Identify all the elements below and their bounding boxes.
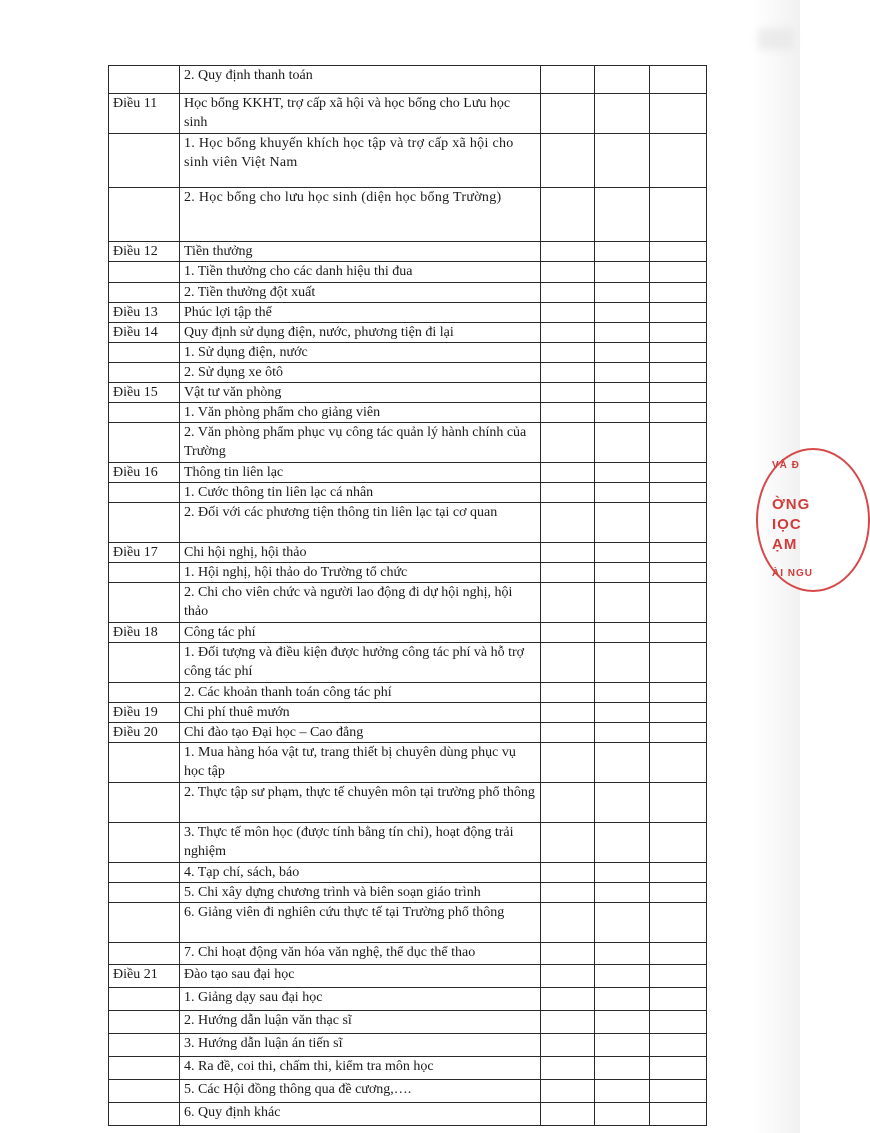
table-row xyxy=(109,703,707,723)
table-row xyxy=(109,1011,707,1034)
empty-cell xyxy=(650,563,707,583)
empty-cell xyxy=(541,583,595,623)
empty-cell xyxy=(595,423,650,463)
empty-cell xyxy=(650,323,707,343)
empty-cell xyxy=(595,743,650,783)
table-row xyxy=(109,988,707,1011)
article-number-cell xyxy=(109,643,180,683)
empty-cell xyxy=(650,863,707,883)
seal-text-1: VÀ Đ xyxy=(772,460,800,471)
content-cell: 5. Chi xây dựng chương trình và biên soạn giáo trình xyxy=(180,883,541,903)
empty-cell xyxy=(650,783,707,823)
content-cell: Công tác phí xyxy=(180,623,541,643)
content-cell: Quy định sử dụng điện, nước, phương tiện đi lại xyxy=(180,323,541,343)
content-cell: Vật tư văn phòng xyxy=(180,383,541,403)
empty-cell xyxy=(541,403,595,423)
empty-cell xyxy=(650,1103,707,1126)
empty-cell xyxy=(650,1011,707,1034)
table-row xyxy=(109,94,707,134)
empty-cell xyxy=(650,583,707,623)
empty-cell xyxy=(595,134,650,188)
article-number-cell: Điều 21 xyxy=(109,965,180,988)
empty-cell xyxy=(595,863,650,883)
content-cell: 3. Hướng dẫn luận án tiến sĩ xyxy=(180,1034,541,1057)
article-number-cell xyxy=(109,188,180,242)
article-number-cell xyxy=(109,583,180,623)
empty-cell xyxy=(595,383,650,403)
article-number-cell xyxy=(109,1034,180,1057)
empty-cell xyxy=(541,643,595,683)
empty-cell xyxy=(650,94,707,134)
article-number-cell: Điều 11 xyxy=(109,94,180,134)
empty-cell xyxy=(650,242,707,262)
article-number-cell xyxy=(109,134,180,188)
article-number-cell xyxy=(109,783,180,823)
empty-cell xyxy=(595,1011,650,1034)
empty-cell xyxy=(541,883,595,903)
article-number-cell: Điều 18 xyxy=(109,623,180,643)
empty-cell xyxy=(595,1103,650,1126)
table-row xyxy=(109,1103,707,1126)
empty-cell xyxy=(650,303,707,323)
content-cell: 4. Ra đề, coi thi, chấm thi, kiểm tra môn học xyxy=(180,1057,541,1080)
content-cell: 7. Chi hoạt động văn hóa văn nghệ, thể dục thể thao xyxy=(180,943,541,965)
table-row xyxy=(109,323,707,343)
article-number-cell xyxy=(109,863,180,883)
empty-cell xyxy=(541,483,595,503)
empty-cell xyxy=(541,66,595,94)
empty-cell xyxy=(595,643,650,683)
empty-cell xyxy=(595,323,650,343)
article-number-cell xyxy=(109,1103,180,1126)
seal-text-4: ẠM xyxy=(772,536,798,553)
content-cell: 2. Các khoản thanh toán công tác phí xyxy=(180,683,541,703)
table-row xyxy=(109,363,707,383)
content-cell: 1. Đối tượng và điều kiện được hưởng công tác phí và hỗ trợ công tác phí xyxy=(180,643,541,683)
empty-cell xyxy=(541,363,595,383)
empty-cell xyxy=(595,403,650,423)
table-row xyxy=(109,683,707,703)
empty-cell xyxy=(541,823,595,863)
empty-cell xyxy=(541,965,595,988)
article-number-cell: Điều 12 xyxy=(109,242,180,262)
content-cell: Tiền thưởng xyxy=(180,242,541,262)
article-number-cell xyxy=(109,423,180,463)
empty-cell xyxy=(541,1034,595,1057)
table-row xyxy=(109,583,707,623)
empty-cell xyxy=(541,262,595,283)
content-cell: Chi hội nghị, hội thảo xyxy=(180,543,541,563)
table-row xyxy=(109,423,707,463)
article-number-cell xyxy=(109,363,180,383)
empty-cell xyxy=(595,783,650,823)
content-cell: 1. Giảng dạy sau đại học xyxy=(180,988,541,1011)
article-number-cell xyxy=(109,943,180,965)
empty-cell xyxy=(595,623,650,643)
content-cell: 2. Chi cho viên chức và người lao động đi dự hội nghị, hội thảo xyxy=(180,583,541,623)
table-row xyxy=(109,1057,707,1080)
table-row xyxy=(109,242,707,262)
article-number-cell xyxy=(109,262,180,283)
empty-cell xyxy=(595,1057,650,1080)
empty-cell xyxy=(541,903,595,943)
empty-cell xyxy=(595,683,650,703)
empty-cell xyxy=(650,343,707,363)
table-row xyxy=(109,383,707,403)
empty-cell xyxy=(650,363,707,383)
content-cell: 2. Quy định thanh toán xyxy=(180,66,541,94)
table-row xyxy=(109,863,707,883)
content-cell: 5. Các Hội đồng thông qua đề cương,…. xyxy=(180,1080,541,1103)
content-cell: Thông tin liên lạc xyxy=(180,463,541,483)
table-row xyxy=(109,783,707,823)
empty-cell xyxy=(650,723,707,743)
empty-cell xyxy=(650,383,707,403)
content-cell: 2. Thực tập sư phạm, thực tế chuyên môn tại trường phổ thông xyxy=(180,783,541,823)
content-cell: Phúc lợi tập thể xyxy=(180,303,541,323)
empty-cell xyxy=(541,188,595,242)
empty-cell xyxy=(595,503,650,543)
regulation-table-body xyxy=(109,66,707,1126)
empty-cell xyxy=(595,965,650,988)
empty-cell xyxy=(595,903,650,943)
empty-cell xyxy=(650,1034,707,1057)
empty-cell xyxy=(595,303,650,323)
empty-cell xyxy=(595,823,650,863)
red-stamp-seal xyxy=(756,448,870,592)
content-cell: 2. Học bổng cho lưu học sinh (diện học bổng Trường) xyxy=(180,188,541,242)
empty-cell xyxy=(595,363,650,383)
table-row xyxy=(109,943,707,965)
empty-cell xyxy=(541,988,595,1011)
article-number-cell xyxy=(109,988,180,1011)
empty-cell xyxy=(595,883,650,903)
article-number-cell xyxy=(109,503,180,543)
table-row xyxy=(109,283,707,303)
content-cell: 1. Học bổng khuyến khích học tập và trợ cấp xã hội cho sinh viên Việt Nam xyxy=(180,134,541,188)
empty-cell xyxy=(541,503,595,543)
empty-cell xyxy=(650,643,707,683)
content-cell: 1. Văn phòng phẩm cho giảng viên xyxy=(180,403,541,423)
table-row xyxy=(109,343,707,363)
table-row xyxy=(109,643,707,683)
article-number-cell xyxy=(109,823,180,863)
empty-cell xyxy=(650,1057,707,1080)
empty-cell xyxy=(650,743,707,783)
article-number-cell xyxy=(109,563,180,583)
empty-cell xyxy=(541,783,595,823)
empty-cell xyxy=(650,988,707,1011)
empty-cell xyxy=(650,965,707,988)
table-row xyxy=(109,503,707,543)
empty-cell xyxy=(650,823,707,863)
content-cell: 1. Hội nghị, hội thảo do Trường tổ chức xyxy=(180,563,541,583)
regulation-table xyxy=(108,65,707,1126)
article-number-cell xyxy=(109,903,180,943)
empty-cell xyxy=(541,1011,595,1034)
article-number-cell: Điều 17 xyxy=(109,543,180,563)
table-row xyxy=(109,303,707,323)
table-row xyxy=(109,1080,707,1103)
empty-cell xyxy=(541,1080,595,1103)
content-cell: Đào tạo sau đại học xyxy=(180,965,541,988)
empty-cell xyxy=(595,242,650,262)
empty-cell xyxy=(595,1080,650,1103)
article-number-cell xyxy=(109,1011,180,1034)
article-number-cell: Điều 16 xyxy=(109,463,180,483)
content-cell: 1. Mua hàng hóa vật tư, trang thiết bị chuyên dùng phục vụ học tập xyxy=(180,743,541,783)
empty-cell xyxy=(595,943,650,965)
empty-cell xyxy=(541,423,595,463)
content-cell: Chi đào tạo Đại học – Cao đẳng xyxy=(180,723,541,743)
empty-cell xyxy=(541,323,595,343)
table-row xyxy=(109,463,707,483)
empty-cell xyxy=(595,483,650,503)
article-number-cell xyxy=(109,743,180,783)
empty-cell xyxy=(541,134,595,188)
content-cell: 1. Sử dụng điện, nước xyxy=(180,343,541,363)
content-cell: 1. Tiền thưởng cho các danh hiệu thi đua xyxy=(180,262,541,283)
empty-cell xyxy=(595,66,650,94)
empty-cell xyxy=(541,1057,595,1080)
empty-cell xyxy=(541,743,595,783)
empty-cell xyxy=(541,563,595,583)
empty-cell xyxy=(650,883,707,903)
content-cell: 4. Tạp chí, sách, báo xyxy=(180,863,541,883)
empty-cell xyxy=(541,683,595,703)
empty-cell xyxy=(650,283,707,303)
empty-cell xyxy=(650,66,707,94)
article-number-cell xyxy=(109,883,180,903)
empty-cell xyxy=(595,988,650,1011)
empty-cell xyxy=(541,703,595,723)
empty-cell xyxy=(541,723,595,743)
empty-cell xyxy=(595,188,650,242)
empty-cell xyxy=(595,283,650,303)
seal-text-2: ỜNG xyxy=(772,496,811,513)
empty-cell xyxy=(541,943,595,965)
empty-cell xyxy=(650,943,707,965)
table-row xyxy=(109,823,707,863)
empty-cell xyxy=(650,543,707,563)
article-number-cell: Điều 15 xyxy=(109,383,180,403)
empty-cell xyxy=(650,463,707,483)
empty-cell xyxy=(595,583,650,623)
empty-cell xyxy=(595,723,650,743)
empty-cell xyxy=(541,242,595,262)
content-cell: 2. Đối với các phương tiện thông tin liên lạc tại cơ quan xyxy=(180,503,541,543)
content-cell: 3. Thực tế môn học (được tính bằng tín chỉ), hoạt động trải nghiệm xyxy=(180,823,541,863)
article-number-cell xyxy=(109,343,180,363)
empty-cell xyxy=(595,262,650,283)
table-row xyxy=(109,262,707,283)
empty-cell xyxy=(650,483,707,503)
empty-cell xyxy=(595,543,650,563)
empty-cell xyxy=(541,283,595,303)
empty-cell xyxy=(541,623,595,643)
empty-cell xyxy=(541,383,595,403)
article-number-cell: Điều 14 xyxy=(109,323,180,343)
table-row xyxy=(109,563,707,583)
content-cell: 2. Hướng dẫn luận văn thạc sĩ xyxy=(180,1011,541,1034)
empty-cell xyxy=(650,683,707,703)
table-row xyxy=(109,903,707,943)
table-row xyxy=(109,1034,707,1057)
empty-cell xyxy=(650,188,707,242)
table-row xyxy=(109,743,707,783)
article-number-cell xyxy=(109,483,180,503)
empty-cell xyxy=(650,134,707,188)
empty-cell xyxy=(650,503,707,543)
table-row xyxy=(109,483,707,503)
content-cell: 2. Sử dụng xe ôtô xyxy=(180,363,541,383)
content-cell: 2. Văn phòng phẩm phục vụ công tác quản lý hành chính của Trường xyxy=(180,423,541,463)
article-number-cell xyxy=(109,683,180,703)
empty-cell xyxy=(595,463,650,483)
empty-cell xyxy=(541,463,595,483)
faint-scan-mark xyxy=(758,28,794,50)
article-number-cell: Điều 13 xyxy=(109,303,180,323)
empty-cell xyxy=(650,423,707,463)
empty-cell xyxy=(650,623,707,643)
article-number-cell xyxy=(109,283,180,303)
article-number-cell: Điều 19 xyxy=(109,703,180,723)
article-number-cell xyxy=(109,66,180,94)
empty-cell xyxy=(650,262,707,283)
empty-cell xyxy=(541,543,595,563)
content-cell: 1. Cước thông tin liên lạc cá nhân xyxy=(180,483,541,503)
empty-cell xyxy=(650,703,707,723)
empty-cell xyxy=(595,563,650,583)
content-cell: 2. Tiền thưởng đột xuất xyxy=(180,283,541,303)
empty-cell xyxy=(650,903,707,943)
content-cell: 6. Giảng viên đi nghiên cứu thực tế tại Trường phổ thông xyxy=(180,903,541,943)
empty-cell xyxy=(541,1103,595,1126)
table-row xyxy=(109,883,707,903)
seal-text-3: IỌC xyxy=(772,516,802,533)
empty-cell xyxy=(541,94,595,134)
table-row xyxy=(109,66,707,94)
table-row xyxy=(109,543,707,563)
empty-cell xyxy=(541,303,595,323)
empty-cell xyxy=(650,1080,707,1103)
article-number-cell xyxy=(109,1057,180,1080)
article-number-cell: Điều 20 xyxy=(109,723,180,743)
empty-cell xyxy=(650,403,707,423)
table-row xyxy=(109,403,707,423)
article-number-cell xyxy=(109,403,180,423)
empty-cell xyxy=(541,343,595,363)
content-cell: Học bổng KKHT, trợ cấp xã hội và học bổng cho Lưu học sinh xyxy=(180,94,541,134)
table-row xyxy=(109,188,707,242)
table-row xyxy=(109,623,707,643)
empty-cell xyxy=(595,1034,650,1057)
table-row xyxy=(109,723,707,743)
seal-text-5: ÀI NGU xyxy=(772,568,813,579)
content-cell: Chi phí thuê mướn xyxy=(180,703,541,723)
table-row xyxy=(109,134,707,188)
content-cell: 6. Quy định khác xyxy=(180,1103,541,1126)
table-row xyxy=(109,965,707,988)
empty-cell xyxy=(595,343,650,363)
empty-cell xyxy=(595,94,650,134)
empty-cell xyxy=(595,703,650,723)
empty-cell xyxy=(541,863,595,883)
article-number-cell xyxy=(109,1080,180,1103)
